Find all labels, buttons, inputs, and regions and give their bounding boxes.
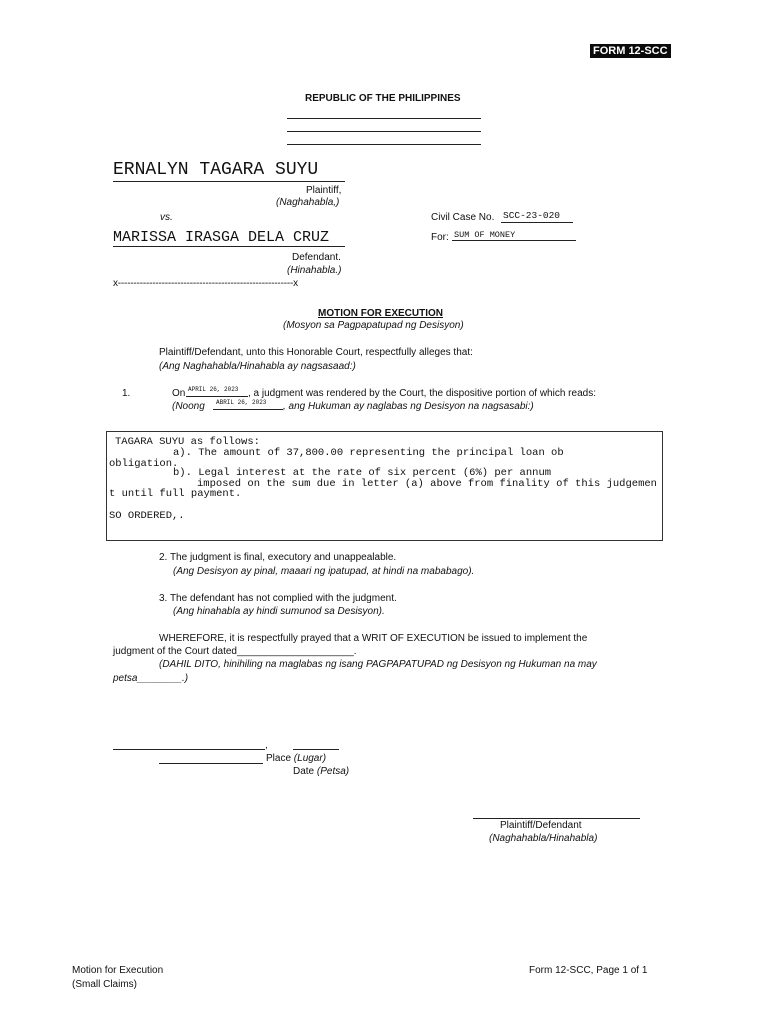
item1-text-en: , a judgment was rendered by the Court, the dispositive portion of which reads: — [248, 388, 596, 399]
defendant-underline — [113, 246, 345, 247]
year-line — [293, 749, 339, 750]
place-comma: , — [265, 740, 268, 751]
wherefore-line-4: petsa________.) — [113, 673, 189, 684]
wherefore-line-1: WHEREFORE, it is respectfully prayed that a WRIT OF EXECUTION be issued to implement the — [159, 633, 588, 644]
item1-number: 1. — [122, 388, 131, 399]
civil-case-underline — [501, 222, 573, 223]
for-underline — [452, 240, 576, 241]
motion-subtitle: (Mosyon sa Pagpapatupad ng Desisyon) — [283, 320, 464, 331]
dispositive-line-4: b). Legal interest at the rate of six percent (6%) per annum — [173, 467, 552, 479]
dispositive-line-1: TAGARA SUYU as follows: — [115, 436, 260, 448]
date-label-text: Date — [293, 766, 315, 777]
item3-text: 3. The defendant has not complied with the judgment. — [159, 593, 397, 604]
republic-heading: REPUBLIC OF THE PHILIPPINES — [305, 93, 461, 104]
date-label — [293, 766, 349, 777]
defendant-label-tl: (Hinahabla.) — [287, 265, 342, 276]
item1-text-tl: , ang Hukuman ay naglabas ng Desisyon na nagsasabi:) — [283, 401, 534, 412]
footer-title: Motion for Execution — [72, 965, 164, 976]
dispositive-line-2: a). The amount of 37,800.00 representing the principal loan ob — [173, 447, 564, 459]
place-label-text: Place — [266, 753, 292, 764]
item1-date-tl: ABRIL 26, 2023 — [216, 399, 267, 406]
place-label-tl: (Lugar) — [293, 753, 327, 764]
place-label-line — [159, 763, 263, 764]
item2-text-tl: (Ang Desisyon ay pinal, maaari ng ipatupad, at hindi na mababago). — [173, 566, 475, 577]
item2-text: 2. The judgment is final, executory and unappealable. — [159, 552, 397, 563]
plaintiff-label-tl: (Naghahabla,) — [276, 197, 340, 208]
civil-case-no: SCC-23-020 — [503, 210, 561, 221]
item1-date-en-underline — [186, 396, 248, 397]
signature-line — [473, 818, 640, 819]
signature-label: Plaintiff/Defendant — [500, 820, 582, 831]
footer-subtitle: (Small Claims) — [72, 979, 137, 990]
plaintiff-underline — [113, 181, 345, 182]
place-line — [113, 749, 265, 750]
plaintiff-name: ERNALYN TAGARA SUYU — [113, 160, 319, 180]
for-value: SUM OF MONEY — [454, 230, 516, 240]
for-label: For: — [431, 232, 449, 243]
signature-label-tl: (Naghahabla/Hinahabla) — [489, 833, 598, 844]
item1-on: On — [172, 388, 186, 399]
item1-date-en: APRIL 26, 2023 — [188, 386, 239, 393]
court-line-3 — [287, 144, 481, 145]
dispositive-line-7: SO ORDERED,. — [109, 510, 185, 522]
form-badge: FORM 12-SCC — [590, 44, 671, 58]
intro-text: Plaintiff/Defendant, unto this Honorable Court, respectfully alleges that: — [159, 347, 473, 358]
court-line-2 — [287, 131, 481, 132]
item1-date-tl-underline — [213, 409, 283, 410]
defendant-label: Defendant. — [292, 252, 341, 263]
footer-page: Form 12-SCC, Page 1 of 1 — [529, 965, 648, 976]
dispositive-line-6: t until full payment. — [109, 488, 242, 500]
wherefore-line-2: judgment of the Court dated_____________________. — [113, 646, 357, 657]
dispositive-box — [106, 431, 663, 541]
plaintiff-label: Plaintiff, — [306, 185, 342, 196]
defendant-name: MARISSA IRASGA DELA CRUZ — [113, 229, 330, 246]
motion-title: MOTION FOR EXECUTION — [318, 308, 443, 319]
item1-noong: (Noong — [172, 401, 205, 412]
vs-label: vs. — [160, 212, 173, 223]
place-label — [266, 753, 326, 764]
civil-case-label: Civil Case No. — [431, 212, 495, 223]
dispositive-line-3: obligation. — [109, 458, 179, 470]
intro-text-tl: (Ang Naghahabla/Hinahabla ay nagsasaad:) — [159, 361, 356, 372]
caption-separator: x--------------------------------------------------------x — [113, 278, 298, 289]
court-line-1 — [287, 118, 481, 119]
date-label-tl: (Petsa) — [316, 766, 350, 777]
item3-text-tl: (Ang hinahabla ay hindi sumunod sa Desisyon). — [173, 606, 385, 617]
dispositive-line-5: imposed on the sum due in letter (a) above from finality of this judgemen — [197, 478, 657, 490]
wherefore-line-3: (DAHIL DITO, hinihiling na maglabas ng isang PAGPAPATUPAD ng Desisyon ng Hukuman na may — [159, 659, 597, 670]
